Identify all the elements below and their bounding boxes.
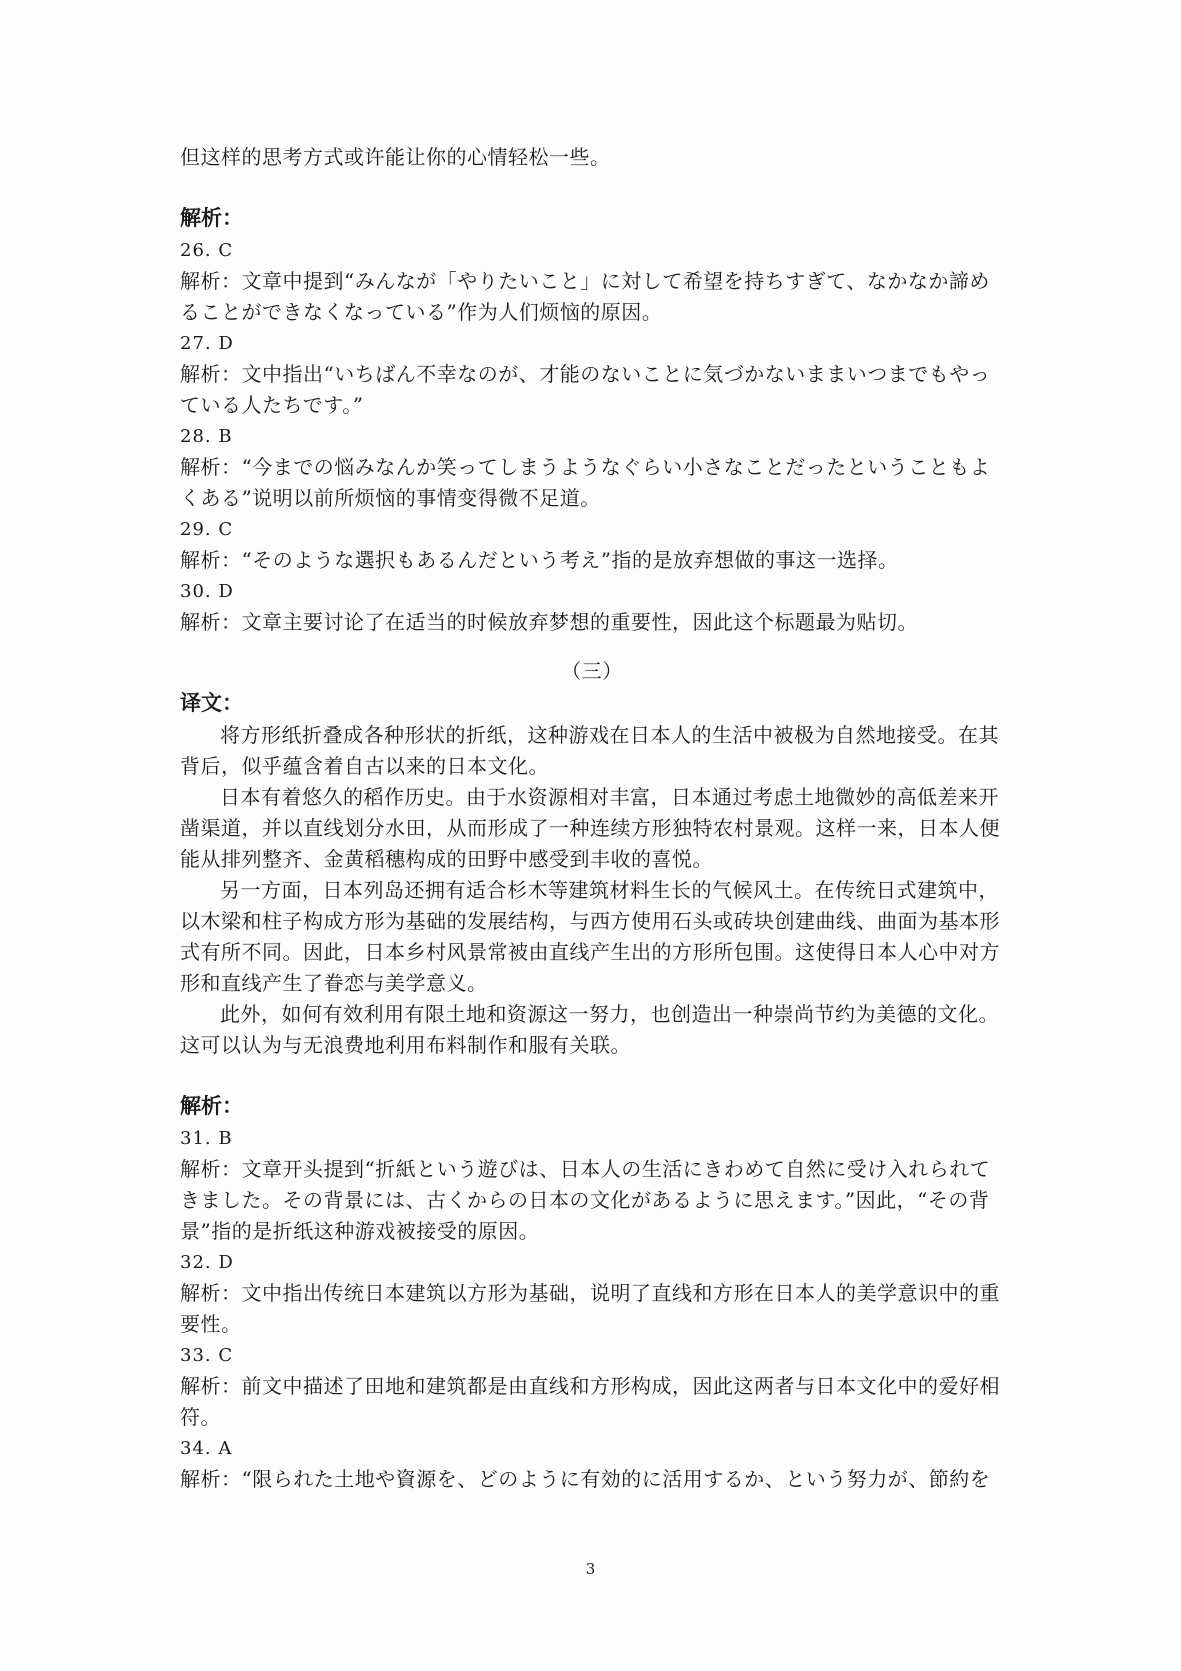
analysis-heading: 解析：	[180, 1094, 243, 1118]
answer-number: 30. D	[180, 581, 234, 602]
translation-paragraph: 日本有着悠久的稻作历史。由于水资源相对丰富，日本通过考虑土地微妙的高低差来开凿渠道，并以直线划分水田，从而形成了一种连续方形独特农村景观。这样一来，日本人便能从排列整齐、金黄稻穗构成的田野中感受到丰收的喜悦。	[180, 785, 1000, 871]
page-content	[180, 142, 1004, 1495]
translation-heading: 译文：	[180, 691, 243, 715]
analysis-line: 解析：“そのような選択もあるんだという考え”指的是放弃想做的事这一选择。	[180, 548, 899, 572]
translation-paragraph: 另一方面，日本列岛还拥有适合杉木等建筑材料生长的气候风土。在传统日式建筑中，以木梁和柱子构成方形为基础的发展结构，与西方使用石头或砖块创建曲线、曲面为基本形式有所不同。因此，日本乡村风景常被由直线产生出的方形所包围。这使得日本人心中对方形和直线产生了眷恋与美学意义。	[180, 878, 1000, 995]
answer-number: 28. B	[180, 426, 233, 447]
translation-paragraph: 将方形纸折叠成各种形状的折纸，这种游戏在日本人的生活中被极为自然地接受。在其背后，似乎蕴含着自古以来的日本文化。	[180, 723, 999, 778]
answer-number: 26. C	[180, 240, 234, 261]
analysis-line: 解析：“今までの悩みなんか笑ってしまうようなぐらい小さなことだったということもよ	[180, 455, 991, 479]
analysis-line: ている人たちです。”	[180, 393, 364, 417]
answer-number: 29. C	[180, 519, 234, 540]
analysis-line: 要性。	[180, 1312, 242, 1336]
analysis-line: ることができなくなっている”作为人们烦恼的原因。	[180, 300, 663, 324]
answer-number: 34. A	[180, 1438, 233, 1459]
analysis-line: 解析：文中指出传统日本建筑以方形为基础，说明了直线和方形在日本人的美学意识中的重	[180, 1281, 1000, 1305]
analysis-line: くある”说明以前所烦恼的事情变得微不足道。	[180, 486, 601, 510]
section-title: （三）	[561, 659, 623, 683]
answer-number: 33. C	[180, 1345, 234, 1366]
analysis-line: きました。その背景には、古くからの日本の文化があるように思えます。”因此，“その背	[180, 1188, 990, 1212]
analysis-line: 景”指的是折纸这种游戏被接受的原因。	[180, 1219, 540, 1243]
answer-number: 27. D	[180, 333, 234, 354]
answer-number: 31. B	[180, 1128, 233, 1149]
top-line: 但这样的思考方式或许能让你的心情轻松一些。	[180, 145, 611, 169]
analysis-line: 解析：前文中描述了田地和建筑都是由直线和方形构成，因此这两者与日本文化中的爱好相	[180, 1374, 1000, 1398]
analysis-line: 解析：文章开头提到“折紙という遊びは、日本人の生活にきわめて自然に受け入れられて	[180, 1157, 991, 1181]
analysis-line: 解析：文中指出“いちばん不幸なのが、才能のないことに気づかないままいつまでもやっ	[180, 362, 991, 386]
analysis-line: 解析：“限られた土地や資源を、どのように有効的に活用するか、という努力が、節約を	[180, 1467, 991, 1491]
analysis-heading: 解析：	[180, 206, 243, 230]
page-number: 3	[585, 1560, 596, 1578]
answer-number: 32. D	[180, 1252, 234, 1273]
analysis-line: 解析：文章中提到“みんなが「やりたいこと」に対して希望を持ちすぎて、なかなか諦め	[180, 269, 990, 293]
analysis-line: 解析：文章主要讨论了在适当的时候放弃梦想的重要性，因此这个标题最为贴切。	[180, 610, 918, 634]
analysis-line: 符。	[180, 1405, 221, 1429]
translation-paragraph: 此外，如何有效利用有限土地和资源这一努力，也创造出一种崇尚节约为美德的文化。这可以认为与无浪费地利用布料制作和服有关联。	[180, 1002, 999, 1057]
